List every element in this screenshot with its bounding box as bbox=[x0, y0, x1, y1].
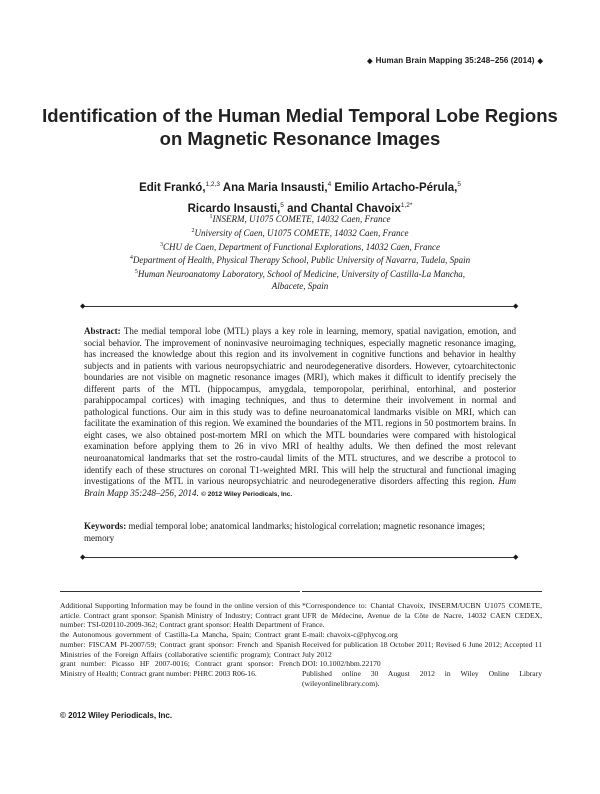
affiliation-line bbox=[40, 281, 560, 293]
diamond-icon: ◆ bbox=[513, 302, 519, 310]
published-online: Published online 30 August 2012 in Wiley Online Library (wileyonlinelibrary.com). bbox=[302, 668, 542, 688]
affiliation-line bbox=[40, 212, 560, 226]
affiliation-line bbox=[40, 240, 560, 254]
correspondence-email: E-mail: chavoix-c@phycog.org bbox=[302, 630, 398, 640]
affiliation-text: University of Caen, U1075 COMETE, 14032 Caen, France bbox=[194, 227, 409, 238]
affiliation-text: INSERM, U1075 COMETE, 14032 Caen, France bbox=[212, 214, 391, 224]
author-affiliation-marker: 5 bbox=[280, 201, 284, 209]
section-divider bbox=[84, 557, 516, 558]
abstract-body: The medial temporal lobe (MTL) plays a key role in learning, memory, spatial navigation, emotion, and social behavior. The improvement of noninvasive neuroimaging techniques, especially magnetic resonance imaging, has increased the knowledge about this region and its involvement in cognitive functions and behavior in healthy subjects and in patients with various neuropsychiatric and neurodegenerative disorders. However, cytoarchitectonic boundaries are not visible on magnetic resonance images (MRI), which makes it difficult to identify precisely the different parts of the MTL (hippocampus, amygdala, temporopolar, perirhinal, entorhinal, and posterior parahippocampal cortices) with imaging techniques, and thus to determine their involvement in normal and pathological functions. Our aim in this study was to define neuroanatomical landmarks visible on MRI, which can facilitate the examination of this region. We examined the boundaries of the MTL regions in 50 postmortem brains. In eight cases, we also obtained post-mortem MRI on which the MTL boundaries were compared with histological examination before applying them to 26 in vivo MRI of healthy adults. We then defined the most relevant neuroanatomical landmarks that set the rostro-caudal limits of the MTL structures, and we describe a protocol to identify each of these structures on coronal T1-weighted MRI. This will help the structural and functional imaging investigations of the MTL in various neuropsychiatric and neurodegenerative disorders affecting this region. bbox=[84, 326, 516, 487]
section-divider bbox=[84, 306, 516, 307]
journal-citation: Human Brain Mapping 35:248–256 (2014) bbox=[375, 56, 535, 65]
funding-footnotes: Additional Supporting Information may be found in the online version of this article. Contract grant sponsor: Spanish Ministry of Industry; Contract grant number: TSI-020110-2009-362; Contract grant sponsor: Health Department of the Autonomous government of Castilla-La Mancha, Spain; Contract grant number: FISCAM PI-2007/59; Contract grant sponsor: French and Spanish Ministries of the Foreign Affairs (collaborative scientific program); Contract grant number: Picasso HF 2007-0016; Contract grant sponsor: French Ministry of Health; Contract grant number: PHRC 2003 R06-16. bbox=[60, 601, 300, 678]
abstract bbox=[84, 326, 516, 500]
affiliation-line bbox=[40, 267, 560, 281]
abstract-label: Abstract: bbox=[84, 326, 121, 336]
correspondence-note: *Correspondence to: Chantal Chavoix, INSERM/UCBN U1075 COMETE, UFR de Médecine, Avenue de la Côte de Nacre, 14032 CAEN CEDEX, France. bbox=[302, 601, 542, 630]
author-name: Ana Maria Insausti, bbox=[222, 181, 328, 194]
author-name: Ricardo Insausti, bbox=[187, 202, 281, 215]
abstract-copyright: © 2012 Wiley Periodicals, Inc. bbox=[201, 490, 293, 498]
affiliations bbox=[40, 212, 560, 293]
affiliation-marker: 5 bbox=[134, 269, 138, 276]
diamond-icon: ◆ bbox=[367, 58, 373, 65]
footnote-divider bbox=[302, 591, 542, 592]
author-name: Edit Frankó, bbox=[139, 181, 206, 194]
affiliation-marker: 4 bbox=[129, 255, 133, 262]
doi: DOI: 10.1002/hbm.22170 bbox=[302, 659, 381, 669]
diamond-icon: ◆ bbox=[80, 553, 86, 561]
journal-header bbox=[364, 56, 546, 65]
affiliation-marker: 1 bbox=[209, 214, 213, 220]
affiliation-text: Department of Health, Physical Therapy School, Public University of Navarra, Tudela, Spain bbox=[132, 255, 471, 266]
affiliation-marker: 2 bbox=[191, 227, 195, 234]
keywords-text: medial temporal lobe; anatomical landmarks; histological correlation; magnetic resonance images; memory bbox=[84, 521, 485, 543]
affiliation-marker: 3 bbox=[160, 241, 164, 248]
author-affiliation-marker: 5 bbox=[457, 181, 461, 188]
diamond-icon: ◆ bbox=[537, 58, 543, 65]
affiliation-text: CHU de Caen, Department of Functional Explorations, 14032 Caen, France bbox=[163, 241, 440, 252]
article-title: Identification of the Human Medial Temporal Lobe Regions on Magnetic Resonance Images bbox=[42, 105, 558, 149]
abstract-citation: Hum Brain Mapp 35:248–256, 2014. bbox=[84, 476, 517, 498]
received-dates: Received for publication 18 October 2011; Revised 6 June 2012; Accepted 11 July 2012 bbox=[302, 639, 542, 659]
footnote-divider bbox=[60, 591, 300, 592]
footer-copyright: © 2012 Wiley Periodicals, Inc. bbox=[60, 711, 173, 720]
keywords bbox=[84, 521, 516, 544]
affiliation-text: Albacete, Spain bbox=[271, 280, 329, 291]
author-name: Emilio Artacho-Pérula, bbox=[334, 181, 458, 194]
correspondence-footnotes bbox=[302, 601, 542, 688]
author-affiliation-marker: 1,2* bbox=[400, 201, 413, 209]
author-name: Chantal Chavoix bbox=[310, 202, 401, 215]
diamond-icon: ◆ bbox=[80, 302, 86, 310]
author-conjunction: and bbox=[287, 202, 308, 215]
author-affiliation-marker: 1,2,3 bbox=[205, 181, 220, 188]
author-affiliation-marker: 4 bbox=[327, 181, 332, 188]
keywords-label: Keywords: bbox=[84, 521, 127, 531]
affiliation-line bbox=[40, 253, 560, 267]
affiliation-line bbox=[40, 226, 560, 240]
affiliation-text: Human Neuroanatomy Laboratory, School of Medicine, University of Castilla-La Mancha, bbox=[137, 269, 466, 280]
diamond-icon: ◆ bbox=[513, 553, 519, 561]
